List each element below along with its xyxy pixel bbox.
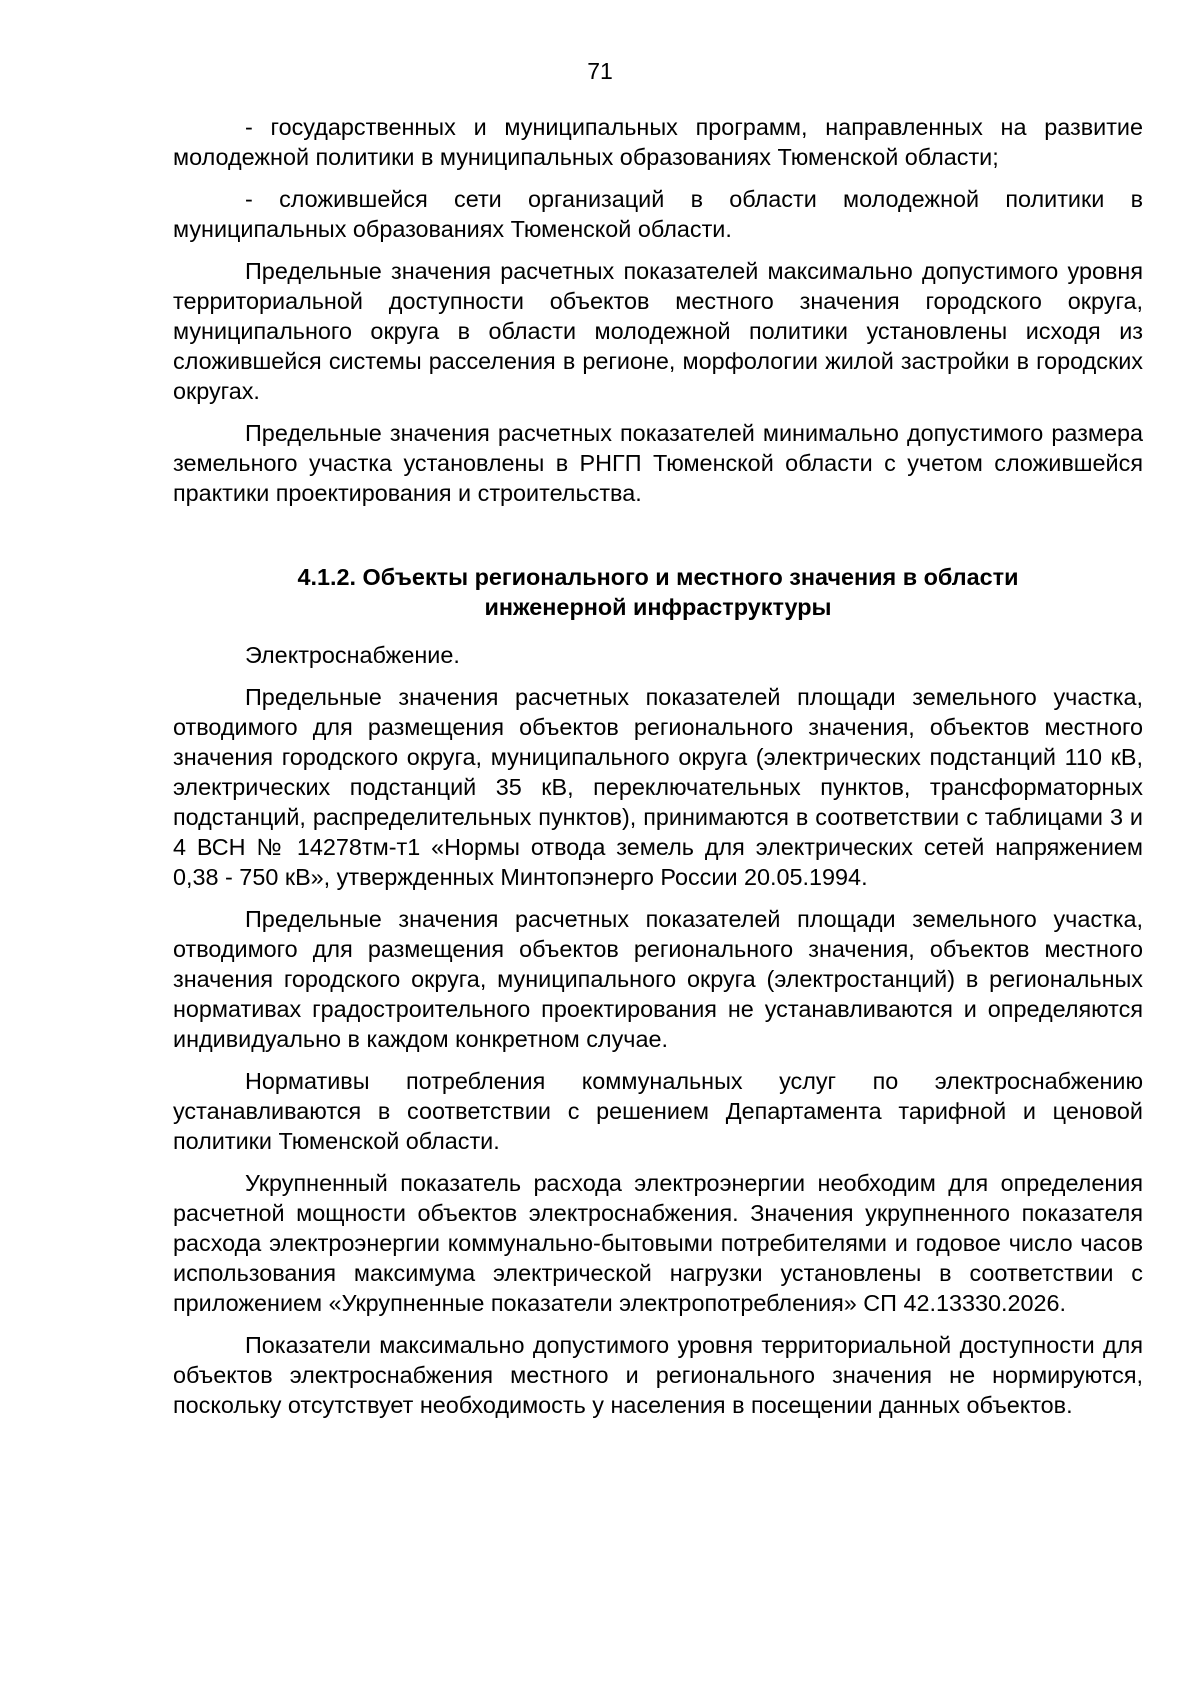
subheading: Электроснабжение. <box>245 642 460 668</box>
document-body <box>173 112 1143 1432</box>
paragraph: Показатели максимально допустимого уровня территориальной доступности для объектов электроснабжения местного и регионального значения не нормируются, поскольку отсутствует необходимость у населения в посещении данных объектов. <box>173 1332 1143 1418</box>
paragraph: Нормативы потребления коммунальных услуг по электроснабжению устанавливаются в соответствии с решением Департамента тарифной и ценовой политики Тюменской области. <box>173 1068 1143 1154</box>
paragraph: - государственных и муниципальных программ, направленных на развитие молодежной политики в муниципальных образованиях Тюменской области; <box>173 114 1143 170</box>
section-title <box>173 562 1143 622</box>
paragraph: Предельные значения расчетных показателей площади земельного участка, отводимого для размещения объектов регионального значения, объектов местного значения городского округа, муниципального округа (электростанций) в региональных нормативах градостроительного проектирования не устанавливаются и определяются индивидуально в каждом конкретном случае. <box>173 906 1143 1052</box>
section-title-line: инженерной инфраструктуры <box>484 594 832 620</box>
paragraph: Предельные значения расчетных показателей максимально допустимого уровня территориальной доступности объектов местного значения городского округа, муниципального округа в области молодежной политики установлены исходя из сложившейся системы расселения в регионе, морфологии жилой застройки в городских округах. <box>173 258 1143 404</box>
paragraph: - сложившейся сети организаций в области молодежной политики в муниципальных образованиях Тюменской области. <box>173 186 1143 242</box>
section-title-line: 4.1.2. Объекты регионального и местного значения в области <box>297 564 1019 590</box>
page-number: 71 <box>587 58 613 84</box>
paragraph: Укрупненный показатель расхода электроэнергии необходим для определения расчетной мощности объектов электроснабжения. Значения укрупненного показателя расхода электроэнергии коммунально-бытовыми потребителями и годовое число часов использования максимума электрической нагрузки установлены в соответствии с приложением «Укрупненные показатели электропотребления» СП 42.13330.2026. <box>173 1170 1143 1316</box>
paragraph: Предельные значения расчетных показателей площади земельного участка, отводимого для размещения объектов регионального значения, объектов местного значения городского округа, муниципального округа (электрических подстанций 110 кВ, электрических подстанций 35 кВ, переключательных пунктов, трансформаторных подстанций, распределительных пунктов), принимаются в соответствии с таблицами 3 и 4 ВСН № 14278тм-т1 «Нормы отвода земель для электрических сетей напряжением 0,38 - 750 кВ», утвержденных Минтопэнерго России 20.05.1994. <box>173 684 1143 890</box>
paragraph: Предельные значения расчетных показателей минимально допустимого размера земельного участка установлены в РНГП Тюменской области с учетом сложившейся практики проектирования и строительства. <box>173 420 1143 506</box>
